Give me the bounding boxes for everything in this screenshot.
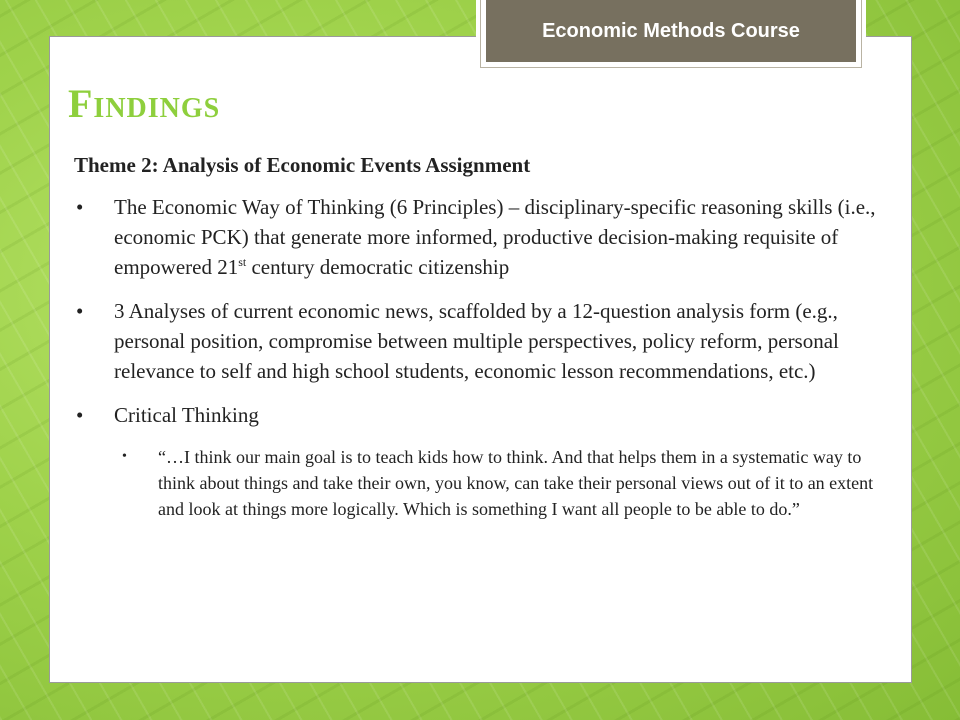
- bullet-item-analyses: [74, 296, 894, 386]
- bullet-text: 3 Analyses of current economic news, scaffolded by a 12-question analysis form (e.g., personal position, compromise between multiple perspectives, policy reform, personal relevance to self and high school students, economic lesson recommendations, etc.): [114, 299, 839, 383]
- quote-text: “…I think our main goal is to teach kids how to think. And that helps them in a systematic way to think about things and take their own, you know, can take their personal views out of it to an extent and look at things more logically. Which is something I want all people to be able to do.”: [158, 447, 874, 519]
- bullet-list: [74, 192, 894, 430]
- sub-bullet-list: [74, 444, 894, 522]
- slide-title: Findings: [68, 81, 221, 126]
- sub-bullet-icon: •: [122, 449, 127, 464]
- slide-content: [74, 150, 894, 522]
- theme-heading: Theme 2: Analysis of Economic Events Assignment: [74, 153, 531, 177]
- bullet-icon: •: [76, 195, 84, 219]
- bullet-icon: •: [76, 299, 84, 323]
- bullet-text: Critical Thinking: [114, 403, 259, 427]
- bullet-item-economic-way: [74, 192, 894, 282]
- bullet-item-critical-thinking: [74, 400, 894, 430]
- course-tab-label: Economic Methods Course: [486, 0, 856, 62]
- sub-bullet-item-quote: [74, 444, 894, 522]
- ordinal-superscript: st: [238, 255, 247, 269]
- bullet-text: The Economic Way of Thinking (6 Principles) – disciplinary-specific reasoning skills (i.e., economic PCK) that generate more informed, productive decision-making requisite of empowered 21st century democratic citizenship: [114, 195, 876, 279]
- bullet-icon: •: [76, 403, 84, 427]
- course-tab: [476, 0, 866, 72]
